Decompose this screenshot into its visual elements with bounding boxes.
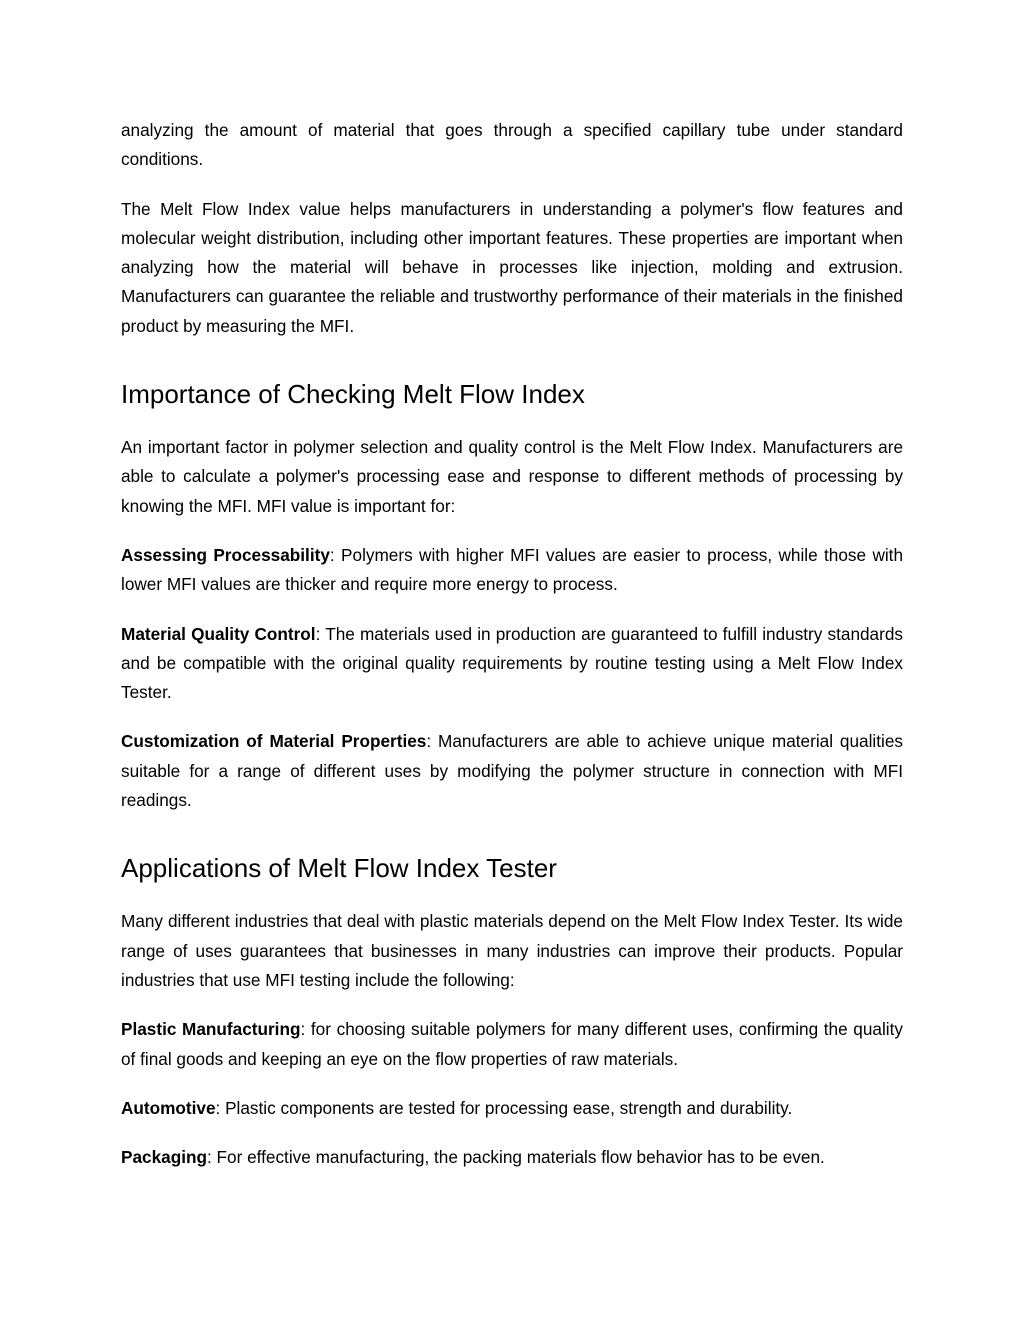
intro-paragraph-1: analyzing the amount of material that goes through a specified capillary tube under standard conditions. [121,120,903,170]
item-term: Plastic Manufacturing [121,1019,301,1040]
section-heading-applications: Applications of Melt Flow Index Tester [121,853,557,884]
document-page [121,116,903,1172]
intro-paragraph-2: The Melt Flow Index value helps manufacturers in understanding a polymer's flow features and molecular weight distribution, including other important features. These properties are important when analyzing how the material will behave in processes like injection, molding and extrusion. Manufacturers can guarantee the reliable and trustworthy performance of their materials in the finished product by measuring the MFI. [121,198,903,336]
importance-intro-paragraph: An important factor in polymer selection and quality control is the Melt Flow Index. Manufacturers are able to calculate a polymer's processing ease and response to different methods of processing by knowing the MFI. MFI value is important for: [121,437,903,516]
importance-item-processability [121,541,903,600]
item-text: : The materials used in production are guaranteed to fulfill industry standards and be compatible with the original quality requirements by routine testing using a Melt Flow Index Tester. [121,623,903,703]
applications-intro-paragraph: Many different industries that deal with plastic materials depend on the Melt Flow Index Tester. Its wide range of uses guarantees that businesses in many industries can improve their products. Popular industries that use MFI testing include the following: [121,911,903,990]
item-text: : for choosing suitable polymers for many different uses, confirming the quality of final goods and keeping an eye on the flow properties of raw materials. [121,1019,903,1069]
item-text: : Polymers with higher MFI values are easier to process, while those with lower MFI values are thicker and require more energy to process. [121,544,904,595]
importance-item-quality-control [121,620,903,708]
item-term: Material Quality Control [121,623,316,644]
item-term: Customization of Material Properties [121,731,427,752]
applications-item-automotive [121,1094,903,1123]
section-heading-importance: Importance of Checking Melt Flow Index [121,379,585,410]
applications-item-packaging [121,1143,903,1172]
item-text: : Manufacturers are able to achieve unique material qualities suitable for a range of different uses by modifying the polymer structure in connection with MFI readings. [121,731,903,811]
applications-item-plastic-manufacturing [121,1015,903,1074]
item-text: : Plastic components are tested for processing ease, strength and durability. [215,1097,793,1118]
importance-item-customization [121,727,903,815]
item-term: Assessing Processability [121,544,330,565]
item-term: Automotive [121,1097,216,1118]
item-term: Packaging [121,1147,207,1168]
item-text: : For effective manufacturing, the packing materials flow behavior has to be even. [206,1147,825,1168]
